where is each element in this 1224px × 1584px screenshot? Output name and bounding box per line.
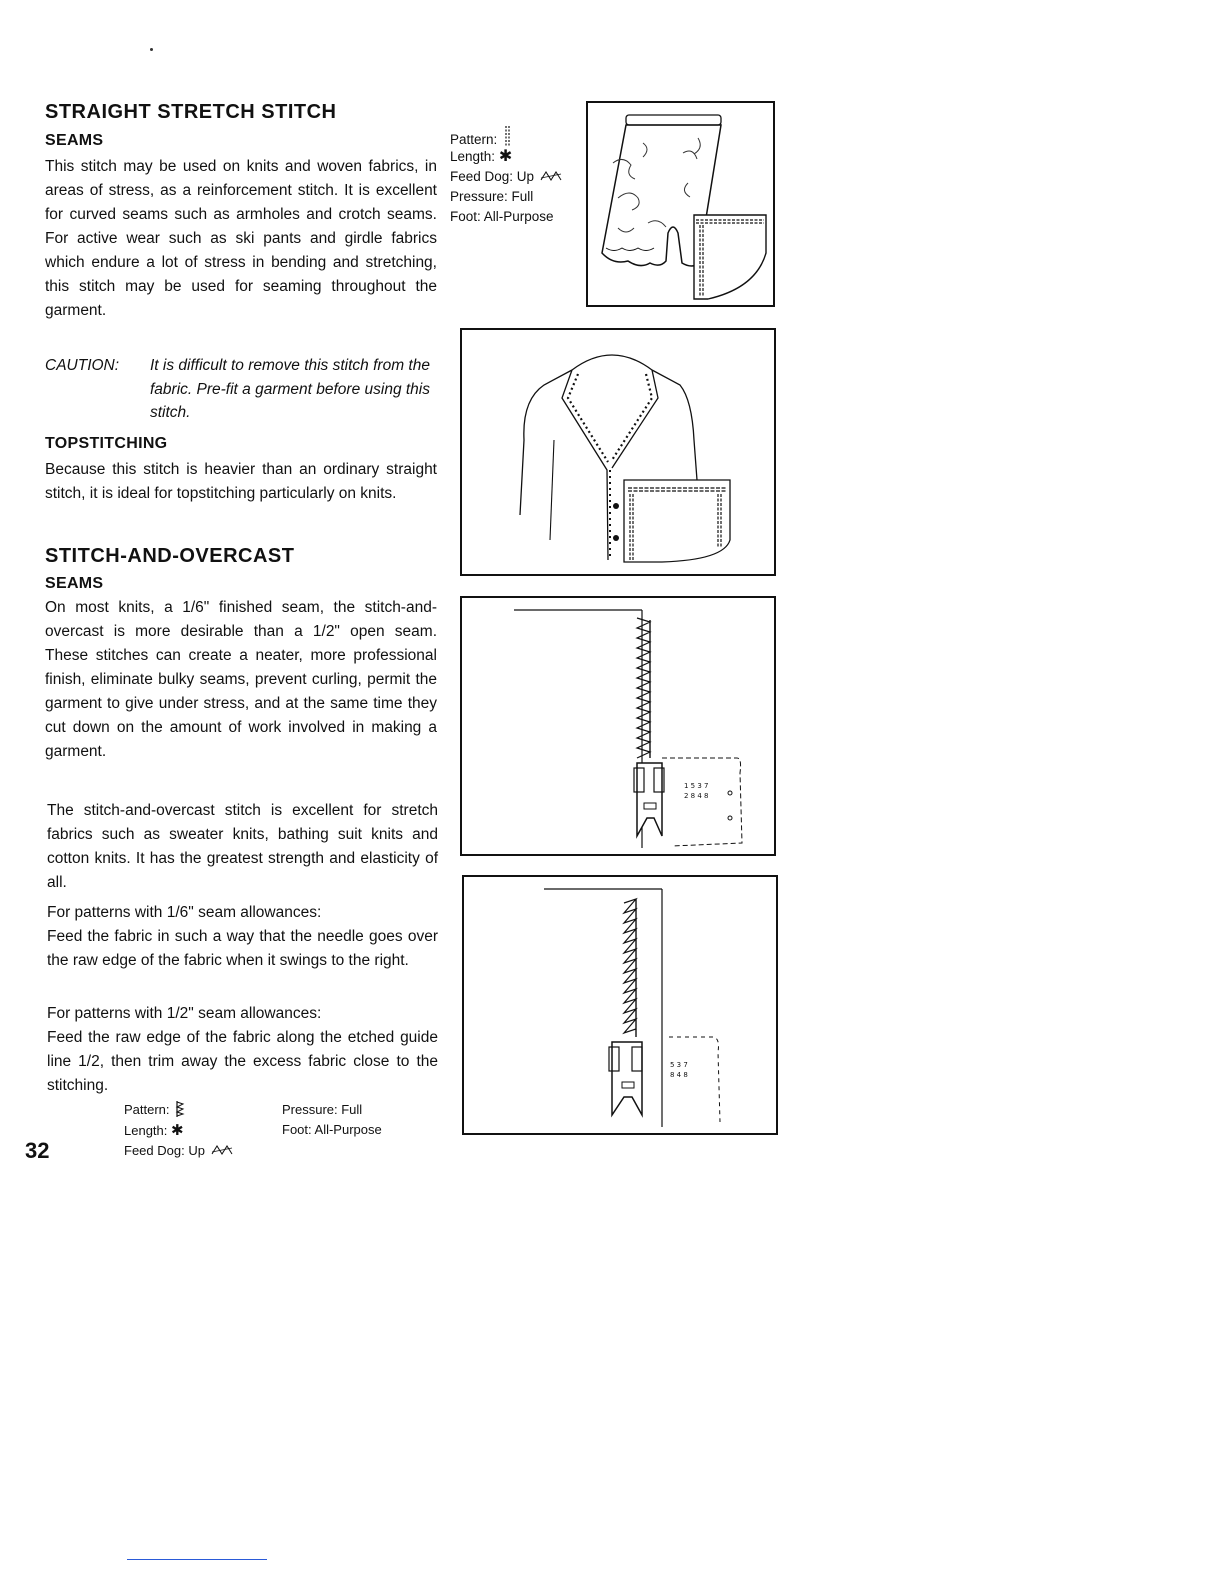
settings-block-1 [450, 126, 585, 227]
illustration-overcast-edge [460, 596, 776, 856]
plate-numbers-row2b: 8 4 8 [670, 1071, 688, 1079]
pattern-label-2: Pattern: [124, 1102, 170, 1117]
illustration-jacket [460, 328, 776, 576]
overcast-paragraph-4-lead: For patterns with 1/2" seam allowances: [47, 1005, 322, 1022]
feed-dog-icon-2 [211, 1144, 233, 1156]
overcast-trimmed-drawing [464, 877, 776, 1133]
feed-dog-label: Feed Dog: Up [450, 169, 535, 184]
illustration-overcast-trimmed [462, 875, 778, 1135]
length-label: Length: [450, 149, 496, 164]
overcast-edge-drawing [462, 598, 774, 854]
overcast-stitches-2 [624, 899, 636, 1033]
seams-paragraph: This stitch may be used on knits and woven fabrics, in areas of stress, as a reinforcement stitch. It is excellent for curved seams such as armholes and crotch seams. For active wear such as ski pants and girdle fabrics which endure a lot of stress in bending and stretching, this stitch may be used for seaming throughout the garment. [45, 158, 437, 319]
girdle-drawing [588, 103, 773, 305]
settings-block-2-left [124, 1100, 274, 1161]
pattern-label: Pattern: [450, 132, 498, 147]
plate-numbers-row1: 1 5 3 7 [684, 782, 709, 790]
length-star-icon-2: ✱ [171, 1121, 184, 1139]
overcast-paragraph-3-lead: For patterns with 1/6" seam allowances: [47, 904, 322, 921]
subheading-topstitching: TOPSTITCHING [45, 435, 168, 452]
length-label-2: Length: [124, 1123, 168, 1138]
foot-label: Foot: All-Purpose [450, 209, 554, 224]
settings-block-2-right [282, 1100, 432, 1140]
overcast-paragraph-2: The stitch-and-overcast stitch is excellent for stretch fabrics such as sweater knits, bathing suit knits and cotton knits. It has the greatest strength and elasticity of all. [47, 802, 438, 891]
section-title-straight-stretch: STRAIGHT STRETCH STITCH [45, 101, 337, 123]
overcast-paragraph-3: Feed the fabric in such a way that the needle goes over the raw edge of the fabric when it swings to the right. [47, 928, 438, 969]
caution-label: CAUTION: [45, 357, 120, 374]
overcast-paragraph-1: On most knits, a 1/6" finished seam, the stitch-and-overcast is more desirable than a 1/2" open seam. These stitches can create a neater, more professional finish, eliminate bulky seams, prevent curling, permit the garment to give under stress, and at the same time they cut down on the amount of work involved in making a garment. [45, 599, 437, 760]
caution-text: It is difficult to remove this stitch from the fabric. Pre-fit a garment before using this stitch. [150, 357, 430, 421]
plate-numbers-row2: 2 8 4 8 [684, 792, 709, 800]
section-title-stitch-and-overcast: STITCH-AND-OVERCAST [45, 545, 295, 567]
bottom-rule [127, 1559, 267, 1560]
length-star-icon: ✱ [498, 146, 513, 165]
subheading-seams: SEAMS [45, 132, 104, 149]
subheading-seams-2: SEAMS [45, 575, 104, 592]
foot-label-2: Foot: All-Purpose [282, 1122, 382, 1137]
straight-stretch-pattern-icon [504, 126, 512, 148]
feed-dog-icon [540, 170, 562, 182]
overcast-pattern-icon [175, 1100, 185, 1118]
stray-mark [150, 48, 153, 51]
jacket-drawing [462, 330, 774, 574]
pressure-label: Pressure: Full [450, 189, 534, 204]
overcast-paragraph-4: Feed the raw edge of the fabric along the etched guide line 1/2, then trim away the excess fabric close to the stitching. [47, 1029, 438, 1094]
topstitching-paragraph: Because this stitch is heavier than an ordinary straight stitch, it is ideal for topstitching particularly on knits. [45, 461, 437, 502]
feed-dog-label-2: Feed Dog: Up [124, 1143, 205, 1158]
page-number: 32 [25, 1138, 50, 1163]
overcast-stitches [637, 618, 650, 758]
illustration-girdle [586, 101, 775, 307]
plate-numbers-row1b: 5 3 7 [670, 1061, 688, 1069]
pressure-label-2: Pressure: Full [282, 1102, 363, 1117]
